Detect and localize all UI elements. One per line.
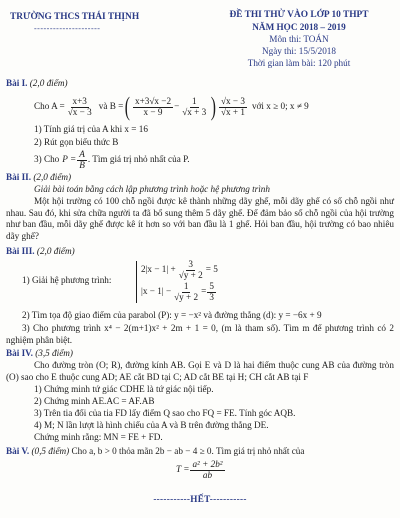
t-fraction [190,460,224,480]
bai1-and-b: và B = [98,101,124,112]
b-f3-numerator: √x − 3 [220,95,245,106]
t-formula [176,460,226,480]
eq2-rhs-numerator: 5 [209,281,214,291]
bai4-title: Bài IV. [6,348,33,358]
bai1-given-a: Cho A = [34,101,65,112]
bai5-points: (0,5 điểm) [31,446,70,456]
b-fraction-1 [133,97,173,117]
bai1-title: Bài I. [6,78,28,88]
left-paren: ( [125,92,131,121]
eq1-pre: 2|x − 1| + [141,264,176,275]
a-fraction [66,97,94,117]
system-eq2 [141,282,217,302]
bai3-points: (2,0 điểm) [36,246,75,256]
exam-duration: Thời gian làm bài: 120 phút [247,58,351,68]
eq1-post: = 5 [205,264,218,275]
p-denominator: B [79,159,85,170]
b-f3-denominator: √x + 1 [220,106,245,117]
b-f2-numerator: 1 [191,95,197,106]
t-numerator: a² + 2b² [192,459,223,469]
bai3-q3: 3) Cho phương trình x⁴ − 2(m+1)x² + 2m + 1 = 0, (m là tham số). Tìm m để phương trình có 2 nghiệm phân biệt. [6,323,394,345]
eq1-numerator: 3 [188,259,194,269]
bai1-condition: với x ≥ 0; x ≠ 9 [251,101,309,112]
right-paren: ) [211,92,217,121]
school-name: TRƯỜNG THCS THÁI THỊNH [10,12,140,22]
bai4-q2: 2) Chứng minh AE.AC = AF.AB [34,396,155,406]
b-f1-denominator: x − 9 [143,106,163,117]
b-fraction-3 [219,97,247,117]
exam-date: Ngày thi: 15/5/2018 [261,46,336,56]
bai5-line [6,446,304,458]
eq2-denominator: √y + 2 [174,291,199,302]
eq2-rhs-fraction [207,282,216,302]
bai1-q1: 1) Tính giá trị của A khi x = 16 [34,124,148,134]
t-denominator: ab [202,469,213,480]
exam-subject: Môn thi: TOÁN [269,34,329,44]
exam-title: ĐỀ THI THỬ VÀO LỚP 10 THPT [229,10,369,20]
eq2-numerator: 1 [183,281,189,291]
a-numerator: x+3 [72,95,87,106]
minus-sign: − [174,101,180,112]
bai1-q3-post: . Tìm giá trị nhỏ nhất của P. [87,154,190,165]
end-marker: -----------HẾT----------- [153,494,247,504]
bai3-q1: 1) Giải hệ phương trình: [22,275,112,285]
b-f2-denominator: √x + 3 [182,106,207,117]
school-year: NĂM HỌC 2018 – 2019 [252,22,346,32]
a-denominator: √x − 3 [67,106,92,117]
bai2-title: Bài II. [6,172,32,182]
bai2-instruction: Giải bài toán bằng cách lập phương trình hoặc hệ phương trình [34,184,270,194]
system-eq1 [141,260,218,280]
b-f1-numerator: x+3√x −2 [134,95,172,106]
bai5-text: Cho a, b > 0 thỏa mãn 2b − ab − 4 ≥ 0. Tìm giá trị nhỏ nhất của [71,446,305,456]
bai3-heading [6,246,75,258]
t-lhs: T = [176,464,190,475]
eq1-denominator: √y + 2 [178,269,203,280]
bai4-text: Cho đường tròn (O; R), đường kính AB. Gọi E và D là hai điểm thuộc cung AB của đường tròn (O) sao cho E thuộc cung AD; AE cắt BD tại C; AD cắt BE tại H; CH cắt AB tại F [6,360,394,382]
bai1-q3-pre: 3) Cho [34,154,60,165]
bai3-title: Bài III. [6,246,35,256]
bai2-text: Một hội trường có 100 chỗ ngồi được kê thành những dãy ghế, mỗi dãy ghế có số chỗ ngồi như nhau. Sau đó, khi sửa chữa người ta đã bổ sung thêm 5 dãy ghế. Để đảm bảo số chỗ ngồi của hội trường như ban đầu, mỗi dãy ghế được kê ít hơn so với ban đầu là 1 ghế. Hỏi ban đầu, hội trường có bao nhiêu dãy ghế? [6,196,394,241]
bai4-points: (3,5 điểm) [35,348,73,358]
eq2-rhs-denominator: 3 [209,291,214,302]
school-rule: --------------------- [34,24,101,33]
bai4-heading [6,348,73,360]
eq2-equals: = [201,286,207,297]
bai1-expression [34,94,309,120]
eq1-fraction [177,260,205,280]
eq2-fraction [172,282,200,302]
p-numerator: A [79,149,85,159]
eq2-pre: |x − 1| − [141,286,172,297]
b-fraction-2 [180,97,208,117]
system-brace [136,261,137,303]
bai4-q3: 3) Trên tia đối của tia FD lấy điểm Q sao cho FQ = FE. Tính góc AQB. [34,408,296,418]
bai1-q3-p: P = [62,154,77,165]
p-fraction [77,150,87,170]
bai1-points: (2,0 điểm) [29,78,68,88]
bai4-q1: 1) Chứng minh tứ giác CDHE là tứ giác nội tiếp. [34,384,214,394]
bai1-heading [6,78,68,90]
bai5-title: Bài V. [6,446,30,456]
bai3-q2: 2) Tìm tọa độ giao điểm của parabol (P): y = −x² và đường thẳng (d): y = −6x + 9 [22,310,322,320]
bai4-q4: 4) M; N lần lượt là hình chiếu của A và B trên đường thẳng DE. [34,420,269,430]
bai2-heading [6,172,71,184]
bai1-q3 [34,150,190,170]
bai1-q2: 2) Rút gọn biểu thức B [34,137,119,147]
bai4-q4b: Chứng minh rằng: MN = FE + FD. [34,432,163,442]
bai2-points: (2,0 điểm) [33,172,72,182]
